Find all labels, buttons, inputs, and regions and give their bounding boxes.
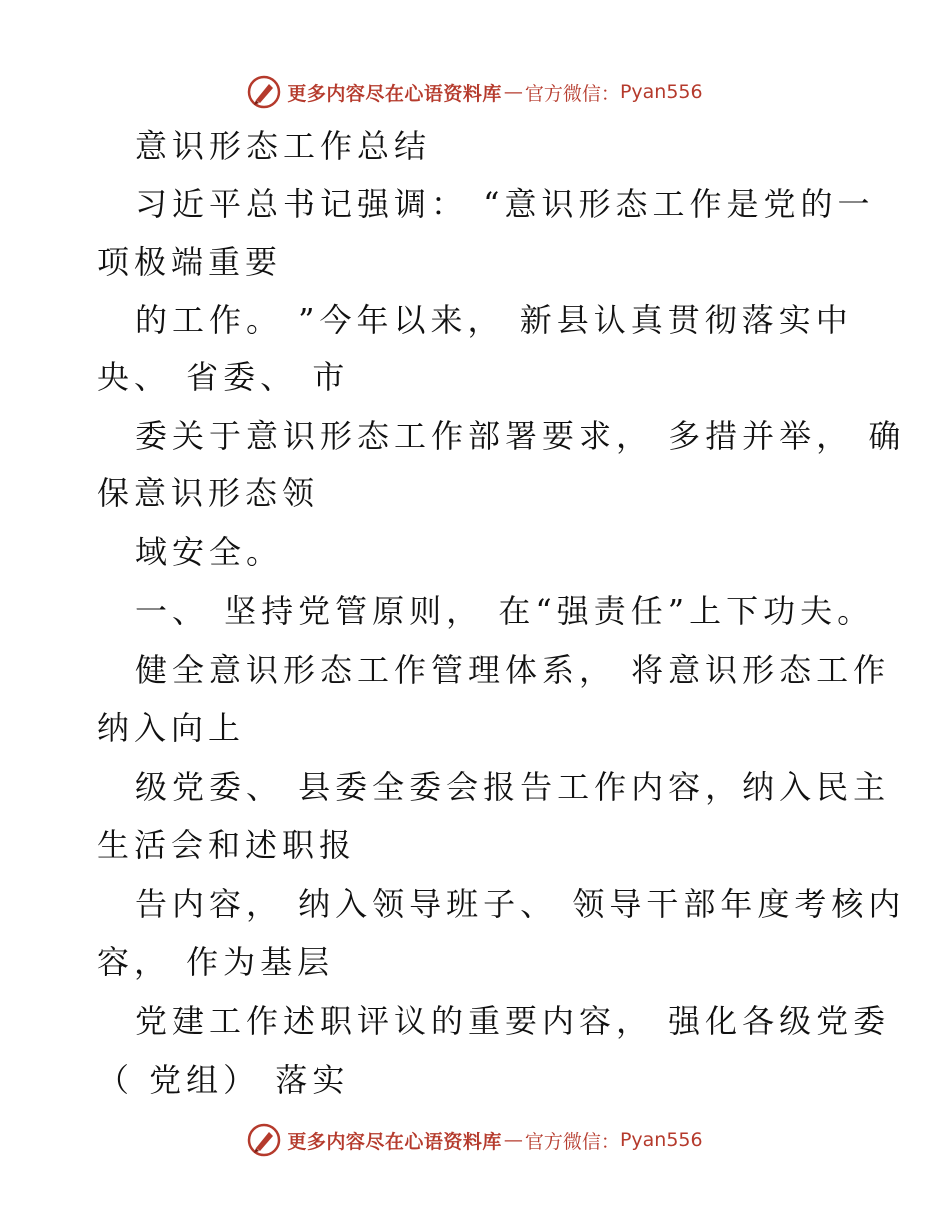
header-promo-text: 更多内容尽在心语资料库 [287,82,502,105]
header-wechat-label: 官方微信： [524,82,620,105]
paragraph-line: 委关于意识形态工作部署要求， 多措并举， 确 [135,417,906,455]
paragraph-line: 纳入向上 [97,709,246,747]
paragraph-line: 级党委、 县委全委会报告工作内容，纳入民主 [135,768,891,806]
footer-dash: — [503,1129,523,1151]
footer-promo-text: 更多内容尽在心语资料库 [287,1130,502,1153]
paragraph-line: 项极端重要 [97,243,283,281]
paragraph-line: 央、 省委、 市 [97,358,350,396]
footer-banner [0,1120,950,1160]
header-banner [0,72,950,112]
section-heading: 一、 坚持党管原则， 在“强责任”上下功夫。 [135,592,875,630]
header-dash: — [503,81,523,103]
paragraph-line: 保意识形态领 [97,474,320,512]
header-wechat-handle: Pyan556 [619,81,703,103]
paragraph-line: 域安全。 [135,533,284,571]
pen-logo-icon [247,75,281,109]
paragraph-line: 习近平总书记强调： “意识形态工作是党的一 [135,185,875,223]
paragraph-line: 的工作。 ”今年以来， 新县认真贯彻落实中 [135,301,853,339]
paragraph-line: 党建工作述职评议的重要内容， 强化各级党委 [135,1002,891,1040]
footer-wechat-label: 官方微信： [524,1130,620,1153]
footer-wechat-handle: Pyan556 [619,1129,703,1151]
paragraph-line: 健全意识形态工作管理体系， 将意识形态工作 [135,651,891,689]
paragraph-line: 容， 作为基层 [97,943,335,981]
pen-logo-icon [247,1123,281,1157]
paragraph-line: 生活会和述职报 [97,826,357,864]
paragraph-line: （ 党组） 落实 [97,1061,350,1099]
document-title: 意识形态工作总结 [135,127,432,165]
paragraph-line: 告内容， 纳入领导班子、 领导干部年度考核内 [135,885,906,923]
